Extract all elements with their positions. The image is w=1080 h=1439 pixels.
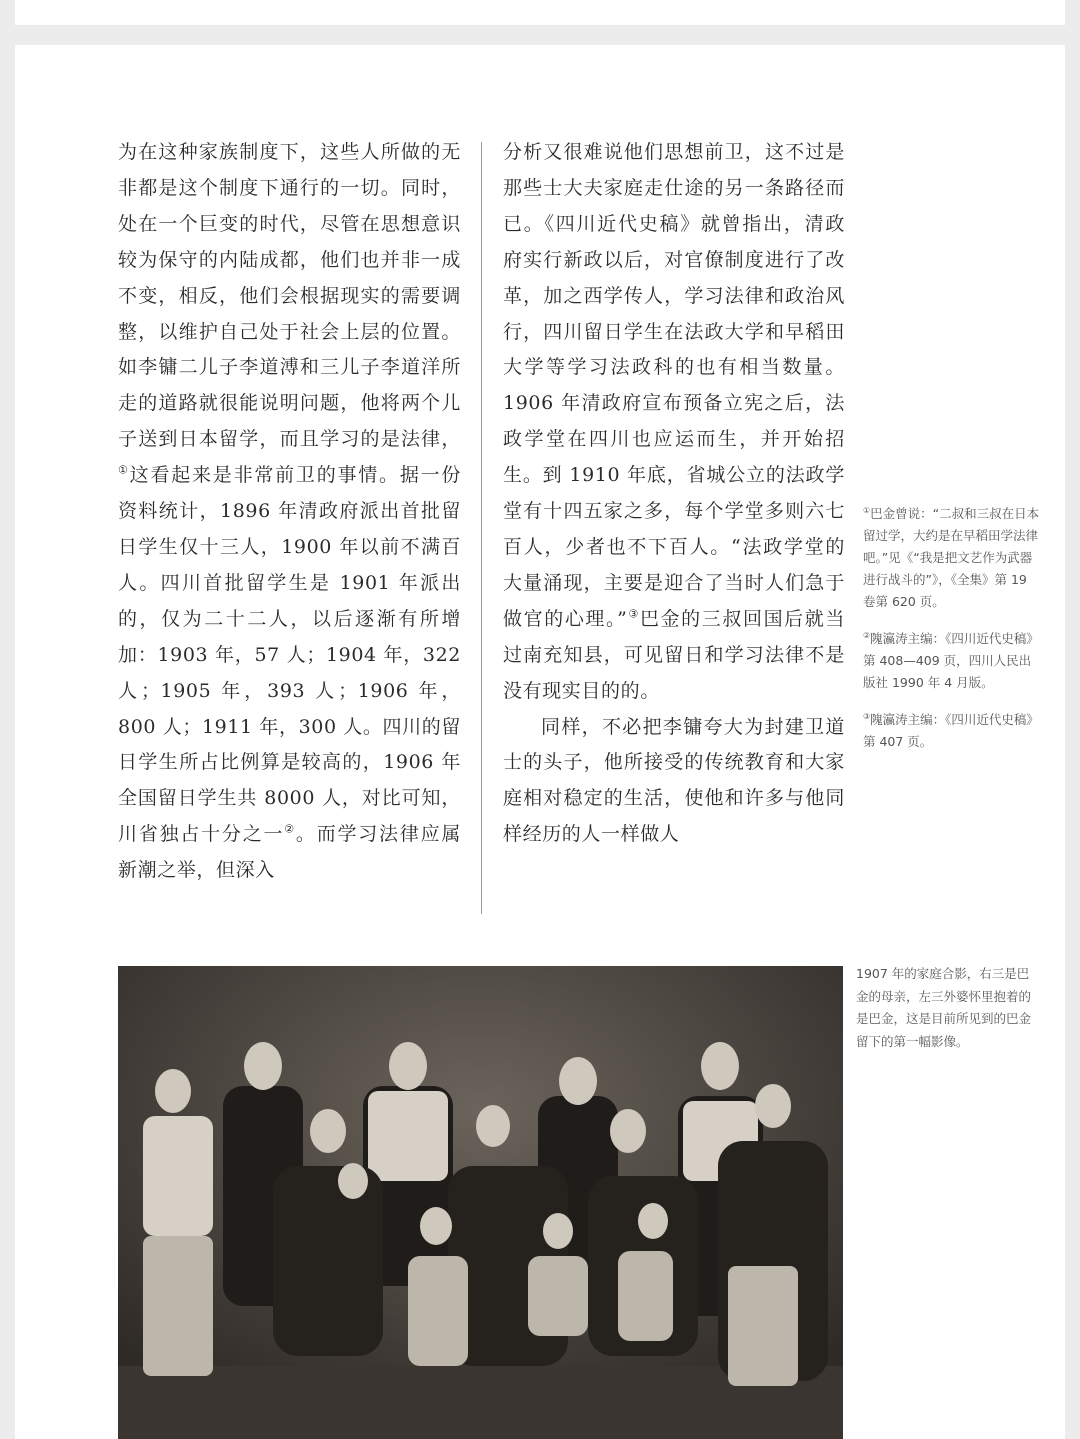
footnote-ref-3: ③ <box>627 607 640 621</box>
footnote-ref-1: ① <box>118 463 130 477</box>
footnote-3: ③隗瀛涛主编：《四川近代史稿》第 407 页。 <box>863 712 1039 750</box>
footnote-ref-2: ② <box>284 822 296 836</box>
column-divider <box>481 142 482 914</box>
footnote-1: ①巴金曾说：“二叔和三叔在日本留过学，大约是在早稻田学法律吧。”见《“我是把文艺作为武器进行战斗的”》，《全集》第 19 卷第 620 页。 <box>863 506 1040 610</box>
photo-caption: 1907 年的家庭合影，右三是巴金的母亲，左三外婆怀里抱着的是巴金，这是目前所见到的巴金留下的第一幅影像。 <box>856 966 1032 1049</box>
previous-page-strip <box>15 0 1065 25</box>
family-photo <box>118 966 843 1439</box>
right-paragraph-2: 同样，不必把李镛夸大为封建卫道士的头子，他所接受的传统教育和大家庭相对稳定的生活，使他和许多与他同样经历的人一样做人 <box>503 715 845 846</box>
footnotes <box>863 500 1043 765</box>
book-page <box>15 45 1065 1439</box>
right-paragraph-1: 分析又很难说他们思想前卫，这不过是那些士大夫家庭走仕途的另一条路径而已。《四川近代史稿》就曾指出，清政府实行新政以后，对官僚制度进行了改革，加之西学传人，学习法律和政治风行，四川留日学生在法政大学和早稻田大学等学习法政科的也有相当数量。1906 年清政府宣布预备立宪之后，法政学堂在四川也应运而生，并开始招生。到 1910 年底，省城公立的法政学堂有十四五家之多，每个学堂多则六七百人，少者也不下百人。“法政学堂的大量涌现，主要是迎合了当时人们急于做官的心理。”③巴金的三叔回国后就当过南充知县，可见留日和学习法律不是没有现实目的的。 <box>503 141 845 702</box>
left-paragraph: 为在这种家族制度下，这些人所做的无非都是这个制度下通行的一切。同时，处在一个巨变的时代，尽管在思想意识较为保守的内陆成都，他们也并非一成不变，相反，他们会根据现实的需要调整，以维护自己处于社会上层的位置。如李镛二儿子李道溥和三儿子李道洋所走的道路就很能说明问题，他将两个儿子送到日本留学，而且学习的是法律，①这看起来是非常前卫的事情。据一份资料统计，1896 年清政府派出首批留日学生仅十三人，1900 年以前不满百人。四川首批留学生是 1901 年派出的，仅为二十二人，以后逐渐有所增加：1903 年，57 人；1904 年，322 人；1905 年，393 人；1906 年，800 人；1911 年，300 人。四川的留日学生所占比例算是较高的，1906 年全国留日学生共 8000 人，对比可知，川省独占十分之一②。而学习法律应属新潮之举，但深入 <box>118 141 461 882</box>
footnote-2: ②隗瀛涛主编：《四川近代史稿》第 408—409 页，四川人民出版社 1990 年 4 月版。 <box>863 631 1039 691</box>
left-text-column <box>118 135 461 889</box>
right-text-column <box>503 135 845 853</box>
